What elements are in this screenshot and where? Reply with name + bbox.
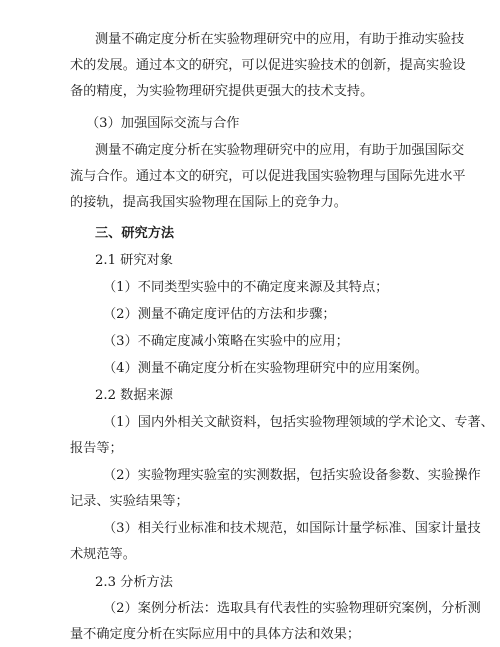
list-item: （3）相关行业标准和技术规范，如国际计量学标准、国家计量技 — [103, 521, 481, 536]
list-item: （1）国内外相关文献资料，包括实验物理领域的学术论文、专著、 — [103, 415, 494, 430]
section-heading: （3）加强国际交流与合作 — [86, 116, 240, 131]
list-item: （2）案例分析法：选取具有代表性的实验物理研究案例，分析测 — [103, 601, 481, 616]
chapter-heading: 三、研究方法 — [95, 226, 175, 241]
paragraph-line: 备的精度，为实验物理研究提供更强大的技术支持。 — [70, 84, 374, 99]
paragraph-line: 测量不确定度分析在实验物理研究中的应用，有助于加强国际交 — [95, 143, 465, 158]
list-item: （3）不确定度减小策略在实验中的应用； — [103, 334, 349, 349]
list-item: （4）测量不确定度分析在实验物理研究中的应用案例。 — [103, 361, 428, 376]
list-item-continuation: 报告等； — [70, 441, 123, 456]
list-item: （1）不同类型实验中的不确定度来源及其特点； — [103, 280, 389, 295]
list-item: （2）测量不确定度评估的方法和步骤； — [103, 307, 336, 322]
paragraph-line: 测量不确定度分析在实验物理研究中的应用，有助于推动实验技 — [95, 32, 465, 47]
list-item-continuation: 记录、实验结果等； — [70, 494, 189, 509]
list-item: （2）实验物理实验室的实测数据，包括实验设备参数、实验操作 — [103, 468, 481, 483]
subsection-heading: 2.1 研究对象 — [95, 253, 173, 268]
subsection-heading: 2.2 数据来源 — [95, 388, 173, 403]
paragraph-line: 流与合作。通过本文的研究，可以促进我国实验物理与国际先进水平 — [70, 169, 466, 184]
list-item-continuation: 量不确定度分析在实际应用中的具体方法和效果； — [70, 627, 361, 642]
paragraph-line: 术的发展。通过本文的研究，可以促进实验技术的创新，提高实验设 — [70, 58, 466, 73]
list-item-continuation: 术规范等。 — [70, 547, 136, 562]
subsection-heading: 2.3 分析方法 — [95, 575, 173, 590]
paragraph-line: 的接轨，提高我国实验物理在国际上的竞争力。 — [70, 195, 347, 210]
